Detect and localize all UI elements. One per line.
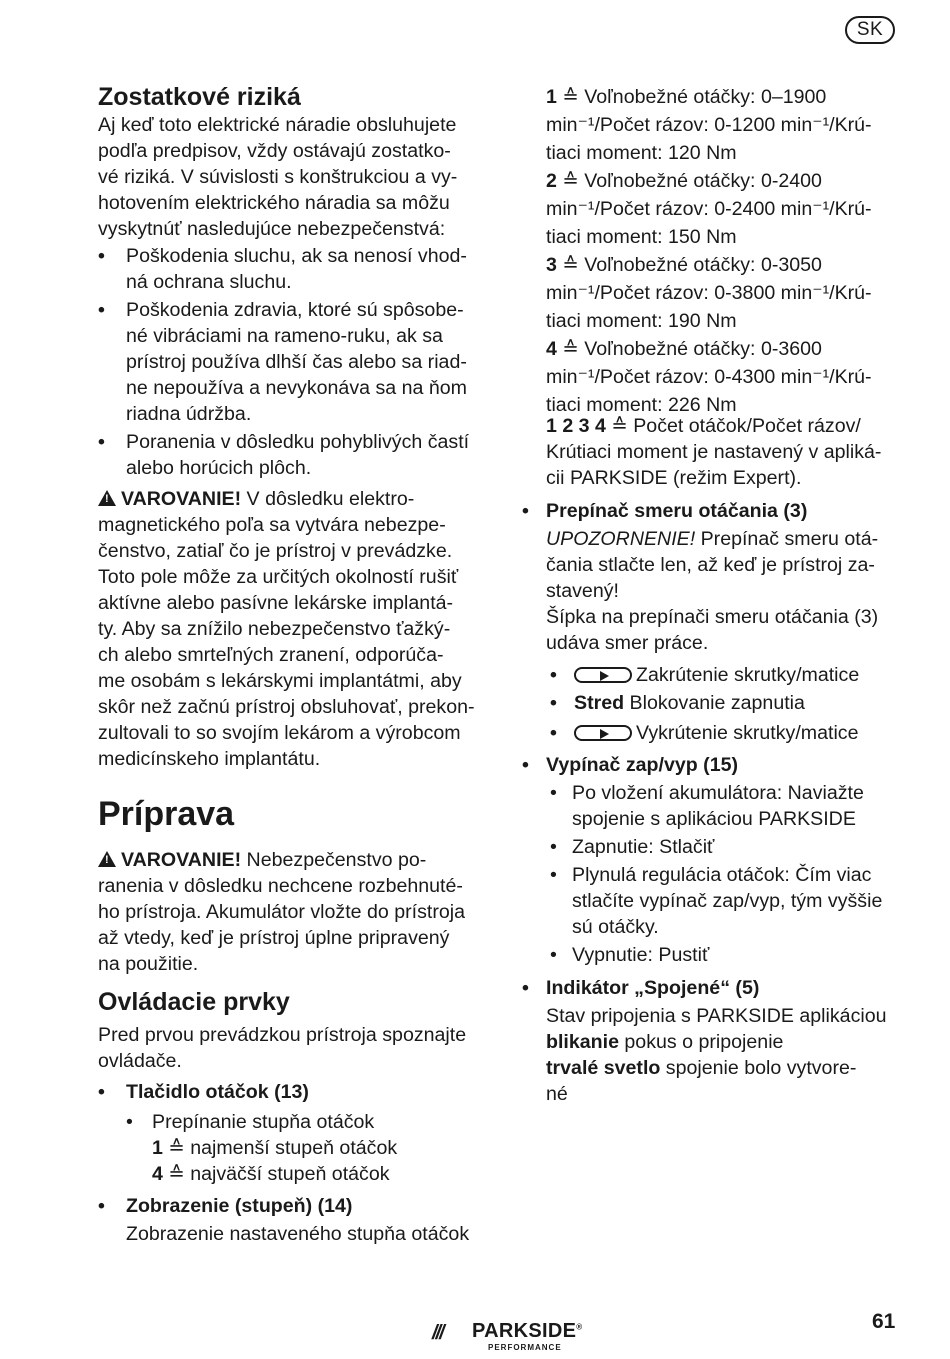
bullet-dot: • [550,782,557,804]
direction-option [546,690,906,716]
text-line: min⁻¹/Počet rázov: 0-2400 min⁻¹/Krú- [546,198,872,220]
item-title: Indikátor „Spojené“ (5) [546,977,760,999]
text-line: V dôsledku elektro- [241,488,415,510]
text-line: Zobrazenie nastaveného stupňa otáčok [126,1223,470,1245]
logo-subtitle: PERFORMANCE [488,1343,562,1352]
level-number: 3 [546,254,557,276]
text-line: Toto pole môže za určitých okolností rušiť [98,566,459,588]
text-line: né [546,1083,568,1105]
level-number: 4 [546,338,557,360]
text-line: Zakrútenie skrutky/matice [636,664,860,686]
text-line: ovládače. [98,1050,182,1072]
text-line: ch alebo smrteľných zranení, odporúča- [98,644,444,666]
controls-intro [98,1022,490,1074]
text-line: podľa predpisov, vždy ostávajú zostatko- [98,140,451,162]
control-item-direction-switch [522,498,906,746]
text-line: Po vložení akumulátora: Naviažte [572,782,864,804]
brand-name: PARKSIDE [472,1320,577,1342]
text-line: ≙ najmenší stupeň otáčok [162,1137,398,1159]
text-line: ≙ Voľnobežné otáčky: 0-3600 [556,338,822,360]
warning-icon [98,490,116,506]
item-title: Zobrazenie (stupeň) (14) [126,1195,353,1217]
text-line: tiaci moment: 150 Nm [546,226,737,248]
text-line: aktívne alebo pasívne lekárske implantá- [98,592,454,614]
text-line: pokus o pripojenie [618,1031,784,1053]
switch-step [546,942,906,968]
text-line: ≙ Voľnobežné otáčky: 0-3050 [556,254,822,276]
text-line: Krútiaci moment je nastavený v apliká- [546,441,882,463]
text-line: čenstvo, zatiaľ čo je prístroj v prevádzke. [98,540,453,562]
text-line: tiaci moment: 226 Nm [546,394,737,416]
item-title: Vypínač zap/vyp (15) [546,754,739,776]
control-item-connected-indicator [522,975,906,1107]
bullet-dot: • [522,977,529,999]
text-line: prístroj používa dlhší čas alebo sa riad- [126,351,467,373]
level-entry [546,167,906,251]
text-line: ne nepoužíva a nevykonáva sa na ňom [126,377,467,399]
section-title-preparation: Príprava [98,795,235,833]
level-entry [546,251,906,335]
level-number: 1 2 3 4 [546,415,606,437]
text-line: ≙ Voľnobežné otáčky: 0–1900 [556,86,827,108]
section-title-controls: Ovládacie prvky [98,988,290,1016]
bullet-dot: • [550,664,557,686]
text-line: skôr než začnú prístroj obsluhovať, prekon- [98,696,475,718]
text-line: min⁻¹/Počet rázov: 0-4300 min⁻¹/Krú- [546,366,872,388]
logo-slashes-icon: /// [432,1322,443,1344]
text-line: ≙ Voľnobežné otáčky: 0-2400 [556,170,822,192]
text-line: Poškodenia sluchu, ak sa nenosí vhod- [126,245,467,267]
bullet-dot: • [550,944,557,966]
text-line: spojenie bolo vytvore- [660,1057,857,1079]
text-line: sú otáčky. [572,916,659,938]
text-line: vyskytnúť nasledujúce nebezpečenstvá: [98,218,446,240]
direction-option [546,720,906,746]
level-number: 1 [152,1137,163,1159]
text-line: Šípka na prepínači smeru otáčania (3) [546,606,879,628]
text-line: ná ochrana sluchu. [126,271,292,293]
state-label: trvalé svetlo [546,1057,661,1079]
text-line: tiaci moment: 190 Nm [546,310,737,332]
direction-option [546,662,906,688]
emf-warning [98,486,490,772]
text-line: Prepínanie stupňa otáčok [152,1111,375,1133]
text-line: Zapnutie: Stlačiť [572,836,715,858]
text-line: vé riziká. V súvislosti s konštrukciou a vy- [98,166,458,188]
language-badge: SK [845,16,895,44]
bullet-dot: • [522,754,529,776]
text-line: ≙ najväčší stupeň otáčok [162,1163,390,1185]
level-number: 2 [546,170,557,192]
text-line: ty. Aby sa znížilo nebezpečenstvo ťažký- [98,618,451,640]
warning-label: VAROVANIE! [121,488,242,510]
text-line: medicínskeho implantátu. [98,748,321,770]
reverse-direction-icon [574,725,632,741]
warning-label: VAROVANIE! [121,849,242,871]
control-item-display [98,1193,490,1247]
expert-mode-note [546,413,906,491]
bullet-dot: • [522,500,529,522]
text-line: né vibráciami na rameno-ruku, ak sa [126,325,443,347]
text-line: Blokovanie zapnutia [624,692,805,714]
bullet-dot: • [98,245,105,267]
bullet-dot: • [550,836,557,858]
text-line: čania stlačte len, až keď je prístroj za- [546,554,875,576]
bullet-dot: • [550,864,557,886]
control-item-on-off-switch [522,752,906,968]
text-line: alebo horúcich plôch. [126,457,312,479]
level-number: 4 [152,1163,163,1185]
item-title: Tlačidlo otáčok (13) [126,1081,309,1103]
text-line: udáva smer práce. [546,632,709,654]
logo-wordmark [472,1320,582,1343]
text-line: min⁻¹/Počet rázov: 0-3800 min⁻¹/Krú- [546,282,872,304]
text-line: Prepínač smeru otá- [695,528,879,550]
option-label: Stred [574,692,625,714]
text-line: Stav pripojenia s PARKSIDE aplikáciou [546,1005,887,1027]
text-line: ≙ Počet otáčok/Počet rázov/ [605,415,861,437]
level-entry [546,83,906,167]
text-line: stlačíte vypínač zap/vyp, tým vyššie [572,890,883,912]
risks-intro [98,112,490,242]
text-line: Poškodenia zdravia, ktoré sú spôsobe- [126,299,464,321]
risk-bullet [98,243,490,295]
bullet-dot: • [98,1195,105,1217]
text-line: stavený! [546,580,619,602]
risk-bullet [98,429,490,481]
bullet-dot: • [550,692,557,714]
text-line: na použitie. [98,953,199,975]
text-line: až vtedy, keď je prístroj úplne pripravený [98,927,450,949]
text-line: spojenie s aplikáciou PARKSIDE [572,808,856,830]
bullet-dot: • [98,299,105,321]
forward-direction-icon [574,667,632,683]
section-title-risks: Zostatkové riziká [98,83,301,111]
text-line: ho prístroja. Akumulátor vložte do prístroja [98,901,466,923]
text-line: min⁻¹/Počet rázov: 0-1200 min⁻¹/Krú- [546,114,872,136]
text-line: magnetického poľa sa vytvára nebezpe- [98,514,446,536]
bullet-dot: • [98,1081,105,1103]
bullet-dot: • [126,1111,133,1133]
text-line: Nebezpečenstvo po- [241,849,427,871]
text-line: tiaci moment: 120 Nm [546,142,737,164]
level-entry [546,335,906,419]
text-line: me osobám s lekárskymi implantátmi, aby [98,670,462,692]
startup-warning [98,847,490,977]
text-line: Poranenia v dôsledku pohyblivých častí [126,431,470,453]
item-title: Prepínač smeru otáčania (3) [546,500,808,522]
registered-mark: ® [576,1322,583,1332]
switch-step [546,780,906,832]
text-line: Aj keď toto elektrické náradie obsluhujete [98,114,457,136]
page-number: 61 [872,1310,896,1333]
bullet-dot: • [550,722,557,744]
text-line: cii PARKSIDE (režim Expert). [546,467,802,489]
text-line: hotovením elektrického náradia sa môžu [98,192,450,214]
note-label: UPOZORNENIE! [546,528,696,550]
bullet-dot: • [98,431,105,453]
switch-step [546,834,906,860]
state-label: blikanie [546,1031,619,1053]
text-line: Plynulá regulácia otáčok: Čím viac [572,864,872,886]
text-line: zultovali to so svojím lekárom a výrobcom [98,722,461,744]
text-line: Vykrútenie skrutky/matice [636,722,859,744]
text-line: riadna údržba. [126,403,252,425]
speed-levels [546,83,906,419]
text-line: Pred prvou prevádzkou prístroja spoznajte [98,1024,467,1046]
warning-icon [98,851,116,867]
risk-bullet [98,297,490,427]
switch-step [546,862,906,940]
control-item-speed-button [98,1079,490,1187]
text-line: Vypnutie: Pustiť [572,944,710,966]
text-line: ranenia v dôsledku nechcene rozbehnuté- [98,875,463,897]
level-number: 1 [546,86,557,108]
